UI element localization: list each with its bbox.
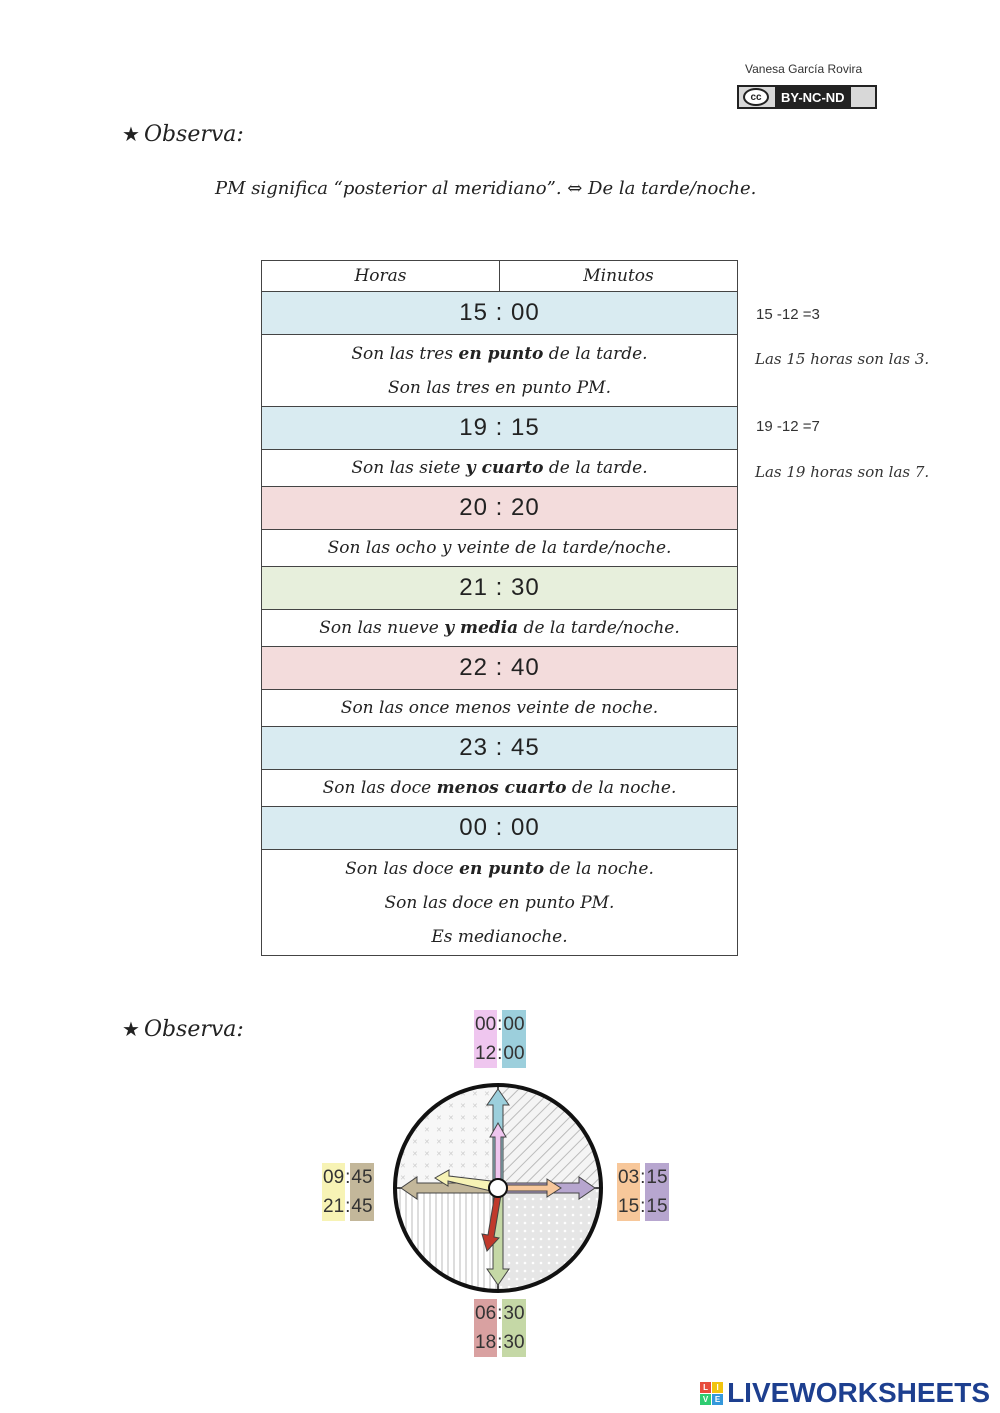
col-hours-header: Horas xyxy=(262,261,500,292)
brand-text: LIVEWORKSHEETS xyxy=(727,1377,990,1408)
time-row: 22 : 40 xyxy=(262,647,738,690)
time-row: 23 : 45 xyxy=(262,727,738,770)
observe-heading-2 xyxy=(122,1017,244,1042)
clock-diagram xyxy=(385,1075,611,1301)
time-description: Son las doce menos cuarto de la noche. xyxy=(262,770,738,807)
pm-definition: PM significa “posterior al meridiano”. ⇔ De la tarde/noche. xyxy=(215,178,757,199)
time-description: Son las once menos veinte de noche. xyxy=(262,690,738,727)
time-row: 00 : 00 xyxy=(262,807,738,850)
star-icon: ★ xyxy=(122,1017,140,1041)
observe-heading-text: Observa: xyxy=(143,122,244,147)
time-row: 20 : 20 xyxy=(262,487,738,530)
col-minutes-header: Minutos xyxy=(500,261,738,292)
clock-label-top: 00 : 00 12 : 00 xyxy=(474,1010,526,1068)
time-description: Son las nueve y media de la tarde/noche. xyxy=(262,610,738,647)
observe-heading-1 xyxy=(122,122,244,147)
live-logo-icon: L I V E xyxy=(700,1382,723,1405)
clock-label-bottom: 06 : 30 18 : 30 xyxy=(474,1299,526,1357)
author-name: Vanesa García Rovira xyxy=(745,62,863,76)
license-label: BY-NC-ND xyxy=(775,87,851,107)
cc-icon: cc xyxy=(743,88,769,106)
star-icon: ★ xyxy=(122,122,140,146)
clock-center xyxy=(489,1179,507,1197)
clock-label-right: 03 : 15 15 : 15 xyxy=(617,1163,669,1221)
time-description: Son las doce en punto de la noche. Son las doce en punto PM. Es medianoche. xyxy=(262,850,738,956)
time-description: Son las siete y cuarto de la tarde. xyxy=(262,450,738,487)
observe-heading-text: Observa: xyxy=(143,1017,244,1042)
time-row: 15 : 00 xyxy=(262,292,738,335)
cc-license-badge xyxy=(737,85,877,109)
note-19-hours: Las 19 horas son las 7. xyxy=(755,463,930,481)
time-row: 21 : 30 xyxy=(262,567,738,610)
hours-table xyxy=(261,260,738,956)
time-row: 19 : 15 xyxy=(262,407,738,450)
time-description: Son las tres en punto de la tarde. Son las tres en punto PM. xyxy=(262,335,738,407)
note-subtraction-19: 19 -12 =7 xyxy=(756,418,820,435)
time-description: Son las ocho y veinte de la tarde/noche. xyxy=(262,530,738,567)
liveworksheets-logo xyxy=(700,1377,990,1409)
clock-label-left: 09 : 45 21 : 45 xyxy=(322,1163,374,1221)
note-15-hours: Las 15 horas son las 3. xyxy=(755,350,930,368)
note-subtraction-15: 15 -12 =3 xyxy=(756,306,820,323)
